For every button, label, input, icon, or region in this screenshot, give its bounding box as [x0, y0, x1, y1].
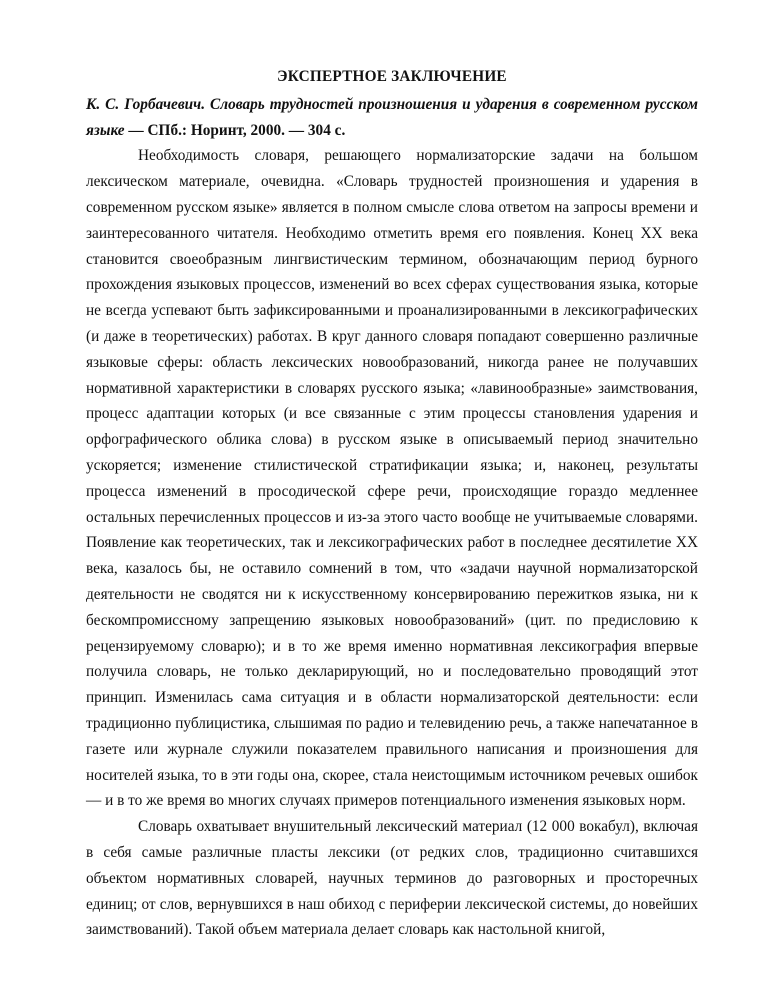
- paragraph-1: Необходимость словаря, решающего нормализаторские задачи на большом лексическом материале, очевидна. «Словарь трудностей произношения и ударения в современном русском языке» является в полном смысле слова ответом на запросы времени и заинтересованного читателя. Необходимо отметить время его появления. Конец XX века становится своеобразным лингвистическим термином, обозначающим период бурного прохождения языковых процессов, изменений во всех сферах существования языка, которые не всегда успевают быть зафиксированными и проанализированными в лексикографических (и даже в теоретических) работах. В круг данного словаря попадают совершенно различные языковые сферы: область лексических новообразований, никогда ранее не получавших нормативной характеристики в словарях русского языка; «лавинообразные» заимствования, процесс адаптации которых (и все связанные с этим процессы становления ударения и орфографического облика слова) в русском языке в описываемый период значительно ускоряется; изменение стилистической стратификации языка; и, наконец, результаты процесса изменений в просодической сфере речи, происходящие гораздо медленнее остальных перечисленных процессов и из-за этого часто вообще не учитываемые словарями. Появление как теоретических, так и лексикографических работ в последнее десятилетие XX века, казалось бы, не оставило сомнений в том, что «задачи научной нормализаторской деятельности не сводятся ни к искусственному консервированию пережитков языка, ни к бескомпромиссному запрещению языковых новообразований» (цит. по предисловию к рецензируемому словарю); и в то же время именно нормативная лексикография впервые получила словарь, не только декларирующий, но и последовательно проводящий этот принцип. Изменилась сама ситуация и в области нормализаторской деятельности: если традиционно публицистика, слышимая по радио и телевидению речь, а также напечатанное в газете или журнале служили показателем правильного написания и произношения для носителей языка, то в эти годы она, скорее, стала неистощимым источником речевых ошибок — и в то же время во многих случаях примеров потенциального изменения языковых норм.: [86, 147, 698, 810]
- document-title: ЭКСПЕРТНОЕ ЗАКЛЮЧЕНИЕ: [277, 68, 507, 85]
- book-author-and-title: К. С. Горбачевич. Словарь трудностей произношения и ударения в современном русском языке: [86, 95, 698, 139]
- book-reference: [86, 92, 698, 144]
- paragraph-2: Словарь охватывает внушительный лексический материал (12 000 вокабул), включая в себя самые различные пласты лексики (от редких слов, традиционно считавшихся объектом нормативных словарей, научных терминов до разговорных и просторечных единиц; от слов, вернувшихся в наш обиход с периферии лексической системы, до новейших заимствований). Такой объем материала делает словарь как настольной книгой,: [86, 818, 698, 939]
- book-publication-info: — СПб.: Норинт, 2000. — 304 с.: [124, 121, 346, 139]
